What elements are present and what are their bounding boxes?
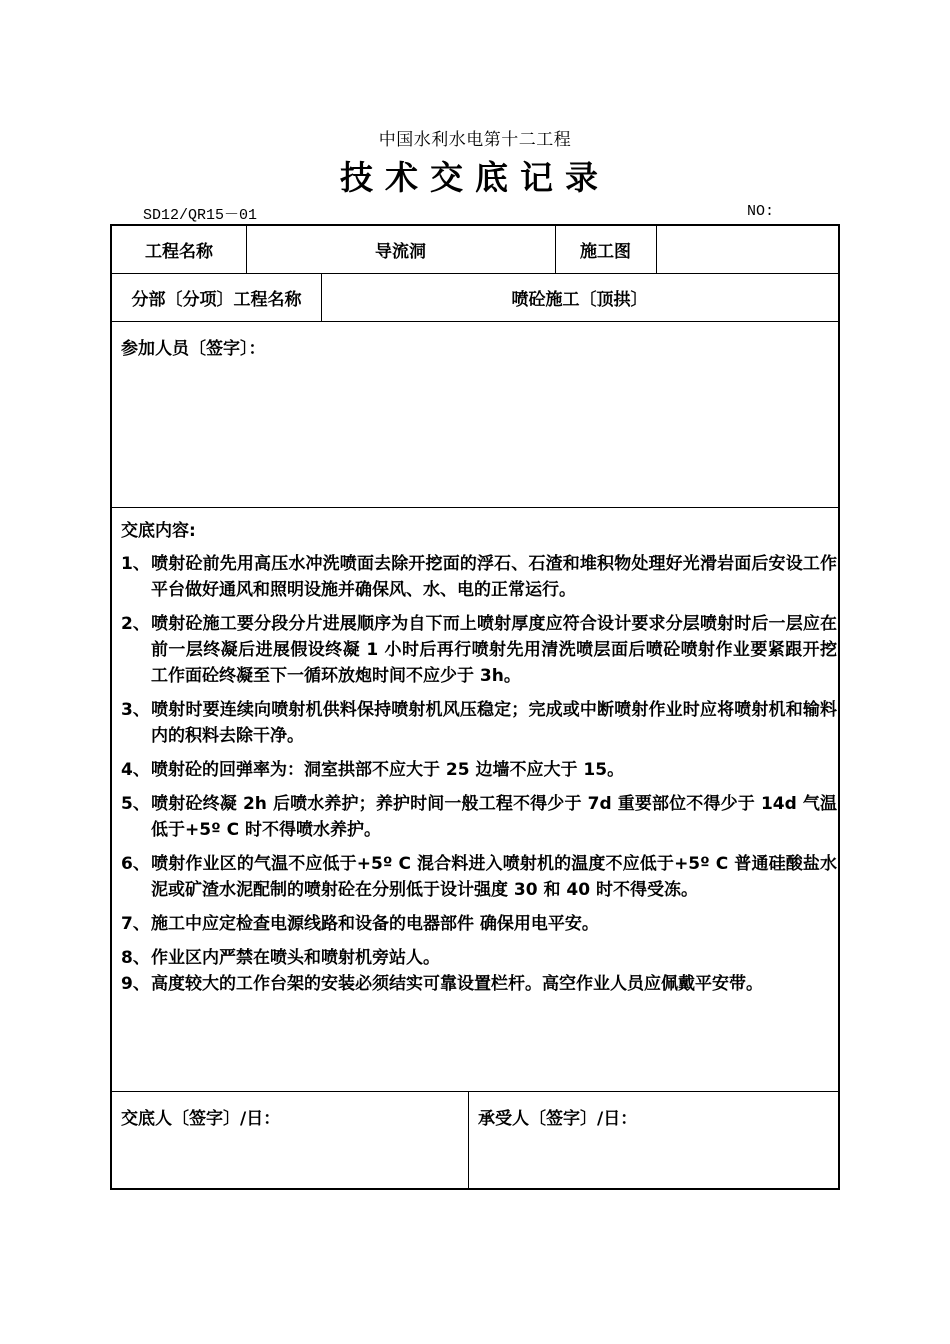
row-divider <box>112 1091 838 1092</box>
content-title: 交底内容: <box>121 521 196 541</box>
row-divider <box>112 321 838 322</box>
list-item: 4、喷射砼的回弹率为：洞室拱部不应大于 25 边墙不应大于 15。 <box>121 760 625 780</box>
project-name-value: 导流洞 <box>375 242 426 262</box>
form-number-label: NO: <box>747 203 775 220</box>
presenter-signature-label: 交底人〔签字〕/日： <box>121 1109 281 1129</box>
list-item: 3、喷射时要连续向喷射机供料保持喷射机风压稳定；完成或中断喷射作业时应将喷射机和输料内的积料去除干净。 <box>121 700 837 746</box>
list-item: 1、喷射砼前先用高压水冲洗喷面去除开挖面的浮石、石渣和堆积物处理好光滑岩面后安设工作平台做好通风和照明设施并确保风、水、电的正常运行。 <box>121 554 837 600</box>
sub-project-value: 喷砼施工〔顶拱〕 <box>511 289 648 310</box>
drawing-label: 施工图 <box>580 242 631 262</box>
organization-name: 中国水利水电第十二工程 <box>378 130 572 150</box>
drawing-value <box>656 226 838 273</box>
record-table <box>110 224 840 1190</box>
participants-label: 参加人员〔签字〕： <box>121 339 266 359</box>
page-title: 技术交底记录 <box>340 158 610 197</box>
list-item: 7、施工中应定检查电源线路和设备的电器部件 确保用电平安。 <box>121 914 599 934</box>
list-item: 6、喷射作业区的气温不应低于+5º C 混合料进入喷射机的温度不应低于+5º C 普通硅酸盐水泥或矿渣水泥配制的喷射砼在分别低于设计强度 30 和 40 时不得受冻。 <box>121 854 837 900</box>
list-item: 8、作业区内严禁在喷头和喷射机旁站人。 <box>121 948 440 968</box>
sub-project-label: 分部〔分项〕工程名称 <box>131 289 302 310</box>
form-code: SD12/QR15－01 <box>143 207 258 224</box>
briefing-content <box>121 516 837 997</box>
list-item: 5、喷射砼终凝 2h 后喷水养护；养护时间一般工程不得少于 7d 重要部位不得少于 14d 气温低于+5º C 时不得喷水养护。 <box>121 794 837 840</box>
receiver-signature-label: 承受人〔签字〕/日： <box>478 1109 638 1129</box>
list-item: 2、喷射砼施工要分段分片进展顺序为自下而上喷射厚度应符合设计要求分层喷射时后一层应在前一层终凝后进展假设终凝 1 小时后再行喷射先用清洗喷层面后喷砼喷射作业要紧跟开挖工作面砼终凝至下一循环放炮时间不应少于 3h。 <box>121 614 837 686</box>
row-divider <box>112 507 838 508</box>
project-name-label: 工程名称 <box>145 242 213 262</box>
list-item: 9、高度较大的工作台架的安装必须结实可靠设置栏杆。高空作业人员应佩戴平安带。 <box>121 974 763 994</box>
column-divider <box>468 1091 469 1190</box>
